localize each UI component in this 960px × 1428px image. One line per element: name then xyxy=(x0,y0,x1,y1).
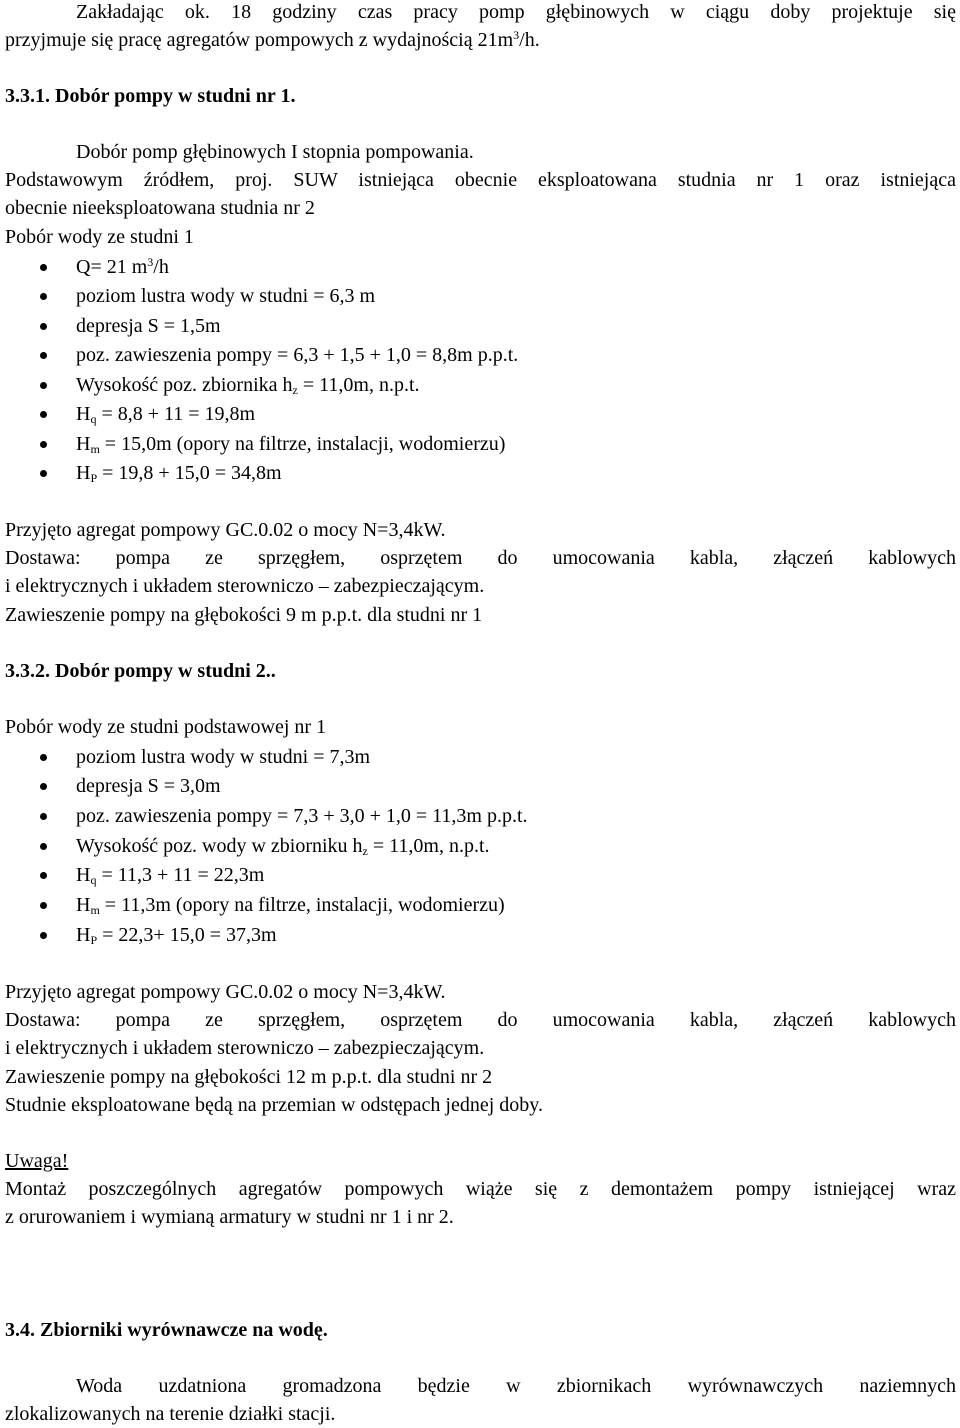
bullet-item-hp: $H_P = 19,8 + 15,0 = 34,8m$ xyxy=(76,461,282,485)
bullet-icon xyxy=(40,932,47,939)
intake-label: Pobór wody ze studni 1 xyxy=(5,226,194,248)
bullet-icon xyxy=(40,441,47,448)
bullet-icon xyxy=(40,411,47,418)
section-subheading: Dobór pomp głębinowych I stopnia pompowania. xyxy=(76,141,474,163)
bullet-icon xyxy=(40,382,47,389)
section-heading-3-3-2: 3.3.2. Dobór pompy w studni 2.. xyxy=(5,660,276,682)
suspension-depth: Zawieszenie pompy na głębokości 12 m p.p.t. dla studni nr 2 xyxy=(5,1066,493,1088)
bullet-item-pump-level: poz. zawieszenia pompy = 6,3 + 1,5 + 1,0 = 8,8m p.p.t. xyxy=(76,343,518,367)
section-heading-3-3-1: 3.3.1. Dobór pompy w studni nr 1. xyxy=(5,85,296,107)
bullet-item-flow: Q= 21 $m^3/h$ xyxy=(76,255,169,279)
bullet-item-hm: $H_m = 11,3m$ (opory na filtrze, instalacji, wodomierzu) xyxy=(76,893,505,917)
bullet-icon xyxy=(40,813,47,820)
bullet-item-depression: depresja S = 1,5m xyxy=(76,314,221,338)
delivery-line-2: i elektrycznych i układem sterowniczo – zabezpieczającym. xyxy=(5,575,485,597)
delivery-line-1: Dostawa: pompa ze sprzęgłem, osprzętem do umocowania kabla, złączeń kablowych xyxy=(5,547,956,569)
adopted-pump: Przyjęto agregat pompowy GC.0.02 o mocy N=3,4kW. xyxy=(5,519,446,541)
delivery-line-1: Dostawa: pompa ze sprzęgłem, osprzętem do umocowania kabla, złączeń kablowych xyxy=(5,1009,956,1031)
bullet-icon xyxy=(40,264,47,271)
intro-line-1: Zakładając ok. 18 godziny czas pracy pomp głębinowych w ciągu doby projektuje się xyxy=(76,1,956,23)
adopted-pump: Przyjęto agregat pompowy GC.0.02 o mocy N=3,4kW. xyxy=(5,981,446,1003)
tank-line-2: zlokalizowanych na terenie działki stacji. xyxy=(5,1403,336,1425)
bullet-item-depression: depresja S = 3,0m xyxy=(76,774,221,798)
note-label: Uwaga! xyxy=(5,1150,69,1172)
tank-line-1: Woda uzdatniona gromadzona będzie w zbiornikach wyrównawczych naziemnych xyxy=(76,1375,956,1397)
bullet-icon xyxy=(40,352,47,359)
bullet-item-hp: $H_P = 22,3+ 15,0 = 37,3m$ xyxy=(76,923,277,947)
bullet-icon xyxy=(40,754,47,761)
bullet-icon xyxy=(40,902,47,909)
section-heading-3-4: 3.4. Zbiorniki wyrównawcze na wodę. xyxy=(5,1319,328,1341)
bullet-icon xyxy=(40,843,47,850)
bullet-item-hq: $H_q = 11,3 + 11 = 22,3m$ xyxy=(76,863,264,887)
bullet-icon xyxy=(40,470,47,477)
note-line-1: Montaż poszczególnych agregatów pompowych wiąże się z demontażem pompy istniejącej wraz xyxy=(5,1178,956,1200)
bullet-icon xyxy=(40,872,47,879)
bullet-item-pump-level: poz. zawieszenia pompy = 7,3 + 3,0 + 1,0 = 11,3m p.p.t. xyxy=(76,804,528,828)
bullet-item-water-level: poziom lustra wody w studni = 6,3 m xyxy=(76,284,375,308)
bullet-icon xyxy=(40,323,47,330)
bullet-item-tank-height: Wysokość poz. wody w zbiorniku $h_z = 11,0m$, n.p.t. xyxy=(76,834,490,858)
suspension-depth: Zawieszenie pompy na głębokości 9 m p.p.t. dla studni nr 1 xyxy=(5,604,483,626)
paragraph-line-1: Podstawowym źródłem, proj. SUW istniejąca obecnie eksploatowana studnia nr 1 oraz istniejąca xyxy=(5,169,956,191)
bullet-icon xyxy=(40,293,47,300)
delivery-line-2: i elektrycznych i układem sterowniczo – zabezpieczającym. xyxy=(5,1037,485,1059)
paragraph-line-2: obecnie nieeksploatowana studnia nr 2 xyxy=(5,197,315,219)
bullet-item-hm: $H_m = 15,0m$ (opory na filtrze, instalacji, wodomierzu) xyxy=(76,432,505,456)
bullet-item-hq: $H_q = 8,8 + 11 = 19,8m$ xyxy=(76,402,255,426)
bullet-icon xyxy=(40,783,47,790)
bullet-item-water-level: poziom lustra wody w studni = 7,3m xyxy=(76,745,370,769)
alternation-note: Studnie eksploatowane będą na przemian w odstępach jednej doby. xyxy=(5,1094,543,1116)
intake-label: Pobór wody ze studni podstawowej nr 1 xyxy=(5,716,327,738)
intro-line-2: przyjmuje się pracę agregatów pompowych z wydajnością $21m^3/h$. xyxy=(5,28,540,51)
note-line-2: z orurowaniem i wymianą armatury w studni nr 1 i nr 2. xyxy=(5,1206,454,1228)
bullet-item-tank-height: Wysokość poz. zbiornika $h_z = 11,0m$, n.p.t. xyxy=(76,373,420,397)
